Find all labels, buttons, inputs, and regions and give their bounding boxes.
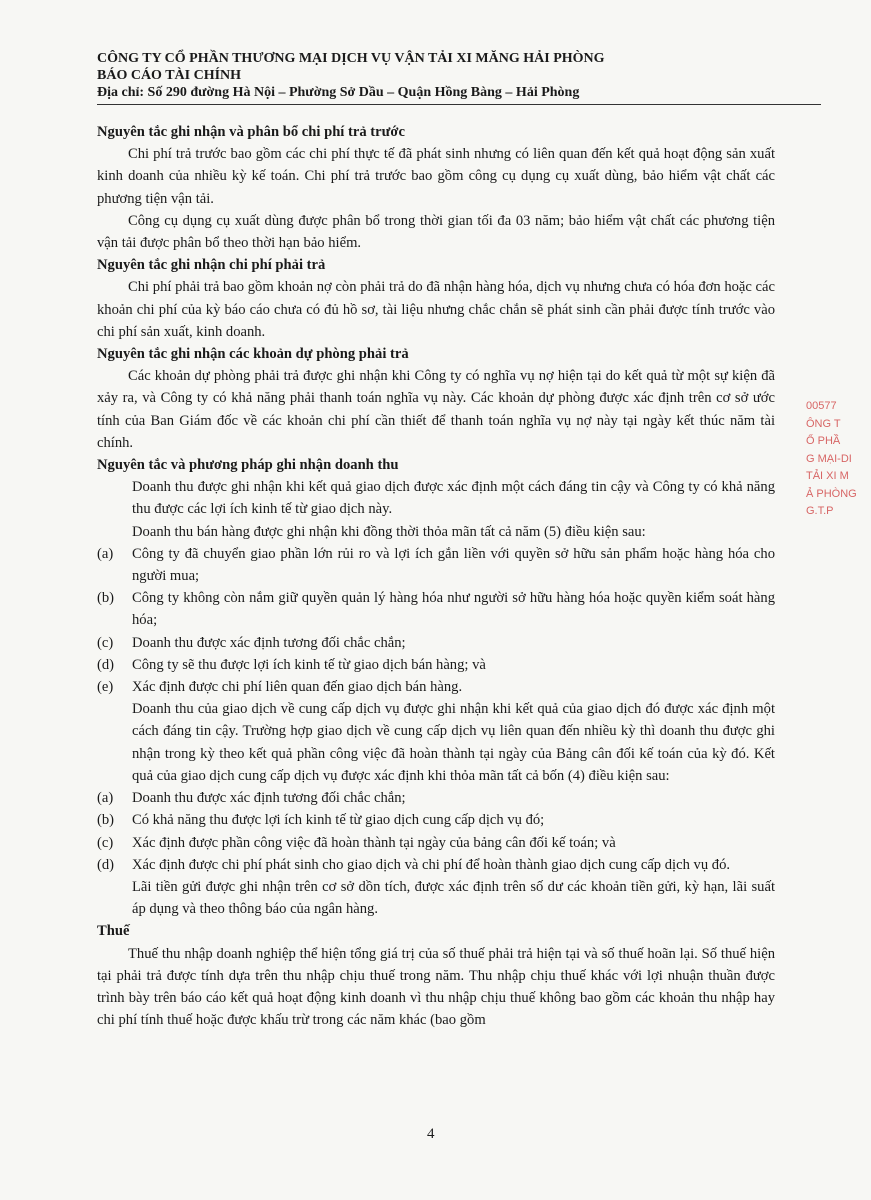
stamp-text: Ả PHÒNG	[806, 487, 857, 500]
document-body	[97, 121, 775, 1031]
stamp-text: G MẠI-DI	[806, 452, 852, 465]
paragraph: Chi phí trả trước bao gồm các chi phí thực tế đã phát sinh nhưng có liên quan đến kết quả hoạt động sản xuất kinh doanh của nhiều kỳ kế toán. Chi phí trả trước bao gồm công cụ dụng cụ xuất dùng, bảo hiểm vật chất các phương tiện vận tải.	[97, 146, 775, 207]
section-heading-accrued: Nguyên tắc ghi nhận chi phí phải trả	[97, 257, 326, 274]
section-heading-prepaid: Nguyên tắc ghi nhận và phân bổ chi phí trả trước	[97, 124, 405, 140]
list-text: Xác định được chi phí phát sinh cho giao dịch và chi phí để hoàn thành giao dịch cung cấp dịch vụ đó.	[132, 856, 731, 873]
list-item	[97, 676, 775, 698]
list-text: Xác định được chi phí liên quan đến giao dịch bán hàng.	[132, 679, 463, 696]
paragraph: Công cụ dụng cụ xuất dùng được phân bổ trong thời gian tối đa 03 năm; bảo hiểm vật chất các phương tiện vận tải được phân bổ theo thời hạn bảo hiểm.	[97, 212, 775, 252]
list-item	[97, 543, 775, 587]
list-label: (d)	[97, 656, 115, 673]
stamp-text: TẢI XI M	[806, 470, 849, 482]
paragraph: Thuế thu nhập doanh nghiệp thể hiện tổng giá trị của số thuế phải trả hiện tại và số thuế hoãn lại. Số thuế hiện tại phải trả được tính dựa trên thu nhập chịu thuế trong năm. Thu nhập chịu thuế khác với lợi nhuận thuần được trình bày trên báo cáo kết quả hoạt động kinh doanh vì thu nhập chịu thuế không bao gồm các khoản thu nhập hay chi phí tính thuế hoặc được khấu trừ trong các năm khác (bao gồm	[97, 945, 775, 1029]
list-item	[97, 832, 775, 854]
list-text: Doanh thu được xác định tương đối chắc chắn;	[132, 634, 406, 651]
stamp-text: G.T.P	[806, 505, 834, 517]
header-rule	[97, 104, 821, 105]
list-item	[97, 809, 775, 831]
report-title: BÁO CÁO TÀI CHÍNH	[97, 68, 242, 83]
list-text: Có khả năng thu được lợi ích kinh tế từ giao dịch cung cấp dịch vụ đó;	[132, 812, 545, 829]
section-heading-provisions: Nguyên tắc ghi nhận các khoản dự phòng phải trả	[97, 346, 409, 363]
paragraph: Lãi tiền gửi được ghi nhận trên cơ sở dồn tích, được xác định trên số dư các khoản tiền gửi, kỳ hạn, lãi suất áp dụng và theo thông báo của ngân hàng.	[132, 878, 775, 918]
page-number: 4	[427, 1126, 435, 1142]
list-item	[97, 632, 775, 654]
paragraph: Doanh thu bán hàng được ghi nhận khi đồng thời thỏa mãn tất cả năm (5) điều kiện sau:	[132, 523, 646, 540]
company-name: CÔNG TY CỔ PHẦN THƯƠNG MẠI DỊCH VỤ VẬN TẢI XI MĂNG HẢI PHÒNG	[97, 51, 605, 66]
list-label: (a)	[97, 790, 114, 807]
list-label: (d)	[97, 856, 115, 873]
list-label: (e)	[97, 679, 114, 696]
list-item	[97, 787, 775, 809]
stamp-text: Ổ PHẦ	[806, 435, 841, 447]
paragraph: Doanh thu được ghi nhận khi kết quả giao dịch được xác định một cách đáng tin cậy và Công ty có khả năng thu được các lợi ích kinh tế từ giao dịch này.	[132, 479, 775, 518]
list-text: Doanh thu được xác định tương đối chắc chắn;	[132, 790, 406, 807]
stamp-text: 00577	[806, 400, 837, 412]
sales-conditions-list	[97, 543, 775, 698]
list-text: Xác định được phần công việc đã hoàn thành tại ngày của bảng cân đối kế toán; và	[132, 834, 616, 851]
paragraph: Các khoản dự phòng phải trả được ghi nhận khi Công ty có nghĩa vụ nợ hiện tại do kết quả từ một sự kiện đã xảy ra, và Công ty có khả năng phải thanh toán nghĩa vụ này. Các khoản dự phòng được xác định trên cơ sở ước tính của Ban Giám đốc về các khoản chi phí cần thiết để thanh toán nghĩa vụ nợ này tại ngày kết thúc năm tài chính.	[97, 368, 775, 451]
company-seal-stamp	[806, 398, 866, 521]
section-heading-tax: Thuế	[97, 923, 130, 940]
list-item	[97, 854, 775, 876]
list-text: Công ty sẽ thu được lợi ích kinh tế từ giao dịch bán hàng; và	[132, 656, 486, 673]
paragraph: Chi phí phải trả bao gồm khoản nợ còn phải trả do đã nhận hàng hóa, dịch vụ nhưng chưa có hóa đơn hoặc các khoản chi phí của kỳ báo cáo chưa có đủ hồ sơ, tài liệu nhưng chắc chắn sẽ phát sinh cần phải được tính trước vào chi phí sản xuất, kinh doanh.	[97, 279, 775, 340]
list-label: (b)	[97, 590, 115, 607]
list-label: (b)	[97, 812, 115, 829]
list-label: (c)	[97, 834, 114, 851]
list-text: Công ty đã chuyển giao phần lớn rủi ro và lợi ích gắn liền với quyền sở hữu sản phẩm hoặc hàng hóa cho người mua;	[132, 545, 775, 585]
paragraph: Doanh thu của giao dịch về cung cấp dịch vụ được ghi nhận khi kết quả của giao dịch đó được xác định một cách đáng tin cậy. Trường hợp giao dịch về cung cấp dịch vụ liên quan đến nhiều kỳ thì doanh thu được ghi nhận trong kỳ theo kết quả phần công việc đã hoàn thành tại ngày của Bảng cân đối kế toán của kỳ đó. Kết quả của giao dịch cung cấp dịch vụ được xác định khi thỏa mãn tất cả bốn (4) điều kiện sau:	[132, 701, 775, 784]
list-label: (c)	[97, 634, 114, 651]
list-label: (a)	[97, 545, 114, 562]
stamp-text: ÔNG T	[806, 417, 841, 430]
list-text: Công ty không còn nắm giữ quyền quản lý hàng hóa như người sở hữu hàng hóa hoặc quyền kiểm soát hàng hóa;	[132, 590, 775, 629]
list-item	[97, 654, 775, 676]
section-heading-revenue: Nguyên tắc và phương pháp ghi nhận doanh thu	[97, 457, 399, 474]
document-header	[97, 50, 605, 101]
service-conditions-list	[97, 787, 775, 876]
list-item	[97, 587, 775, 631]
company-address: Địa chỉ: Số 290 đường Hà Nội – Phường Sở Dầu – Quận Hồng Bàng – Hải Phòng	[97, 85, 580, 100]
